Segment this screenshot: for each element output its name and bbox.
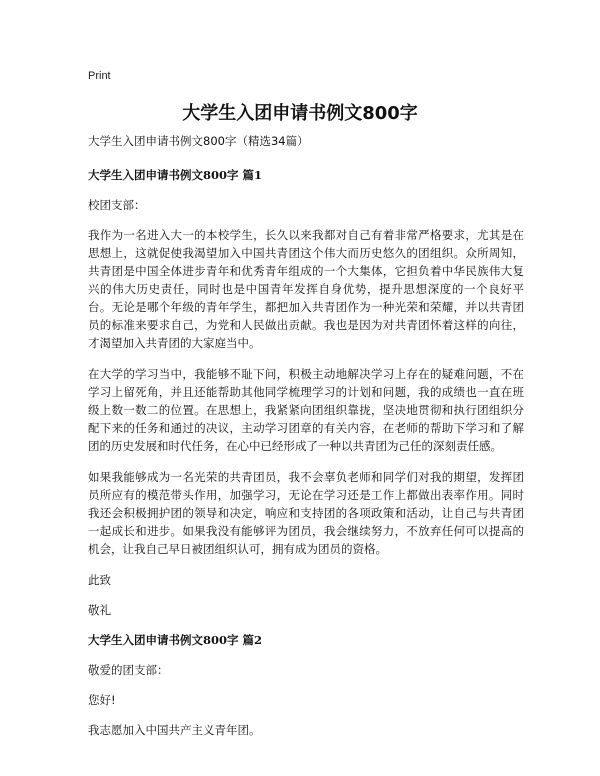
section-2-heading: 大学生入团申请书例文800字 篇2 (88, 633, 263, 647)
page-title: 大学生入团申请书例文800字 (182, 103, 418, 124)
section-1-heading: 大学生入团申请书例文800字 篇1 (88, 168, 263, 182)
section-1-closing-2: 敬礼 (88, 603, 111, 617)
document-subtitle: 大学生入团申请书例文800字（精选34篇） (88, 134, 309, 148)
section-1-closing-1: 此致 (88, 573, 111, 587)
section-1-paragraph-3: 如果我能够成为一名光荣的共青团员，我不会辜负老师和同学们对我的期望，发挥团员所应有的模范带头作用，加强学习，无论在学习还是工作上都做出表率作用。同时我还会积极拥护团的领导和决定，响应和支持团的各项政策和活动，让自己与共青团一起成长和进步。如果我没有能够评为团员，我会继续努力，不放弃任何可以提高的机会，让我自己早日被团组织认可，拥有成为团员的资格。 (88, 470, 524, 556)
section-2-salutation: 敬爱的团支部： (88, 663, 169, 677)
section-2-greeting: 您好! (88, 693, 116, 707)
document-body (88, 132, 524, 751)
section-2-first-line: 我志愿加入中国共产主义青年团。 (88, 723, 261, 737)
print-link[interactable]: Print (88, 70, 111, 82)
section-1-paragraph-1: 我作为一名进入大一的本校学生，长久以来我都对自己有着非常严格要求，尤其是在思想上，这就促使我渴望加入中国共青团这个伟大而历史悠久的团组织。众所周知，共青团是中国全体进步青年和优秀青年组成的一个大集体，它担负着中华民族伟大复兴的伟大历史责任，同时也是中国青年发挥自身优势，提升思想深度的一个良好平台。无论是哪个年级的青年学生，都把加入共青团作为一种光荣和荣耀，并以共青团员的标准来要求自己，为党和人民做出贡献。我也是因为对共青团怀着这样的向往，才渴望加入共青团的大家庭当中。 (88, 228, 524, 350)
section-1-salutation: 校团支部： (88, 198, 146, 212)
section-1-paragraph-2: 在大学的学习当中，我能够不耻下问，积极主动地解决学习上存在的疑难问题，不在学习上留死角，并且还能帮助其他同学梳理学习的计划和问题，我的成绩也一直在班级上数一数二的位置。在思想上，我紧紧向团组织靠拢，坚决地贯彻和执行团组织分配下来的任务和通过的决议，主动学习团章的有关内容，在老师的帮助下学习和了解团的历史发展和时代任务，在心中已经形成了一种以共青团为己任的深刻责任感。 (88, 367, 524, 453)
